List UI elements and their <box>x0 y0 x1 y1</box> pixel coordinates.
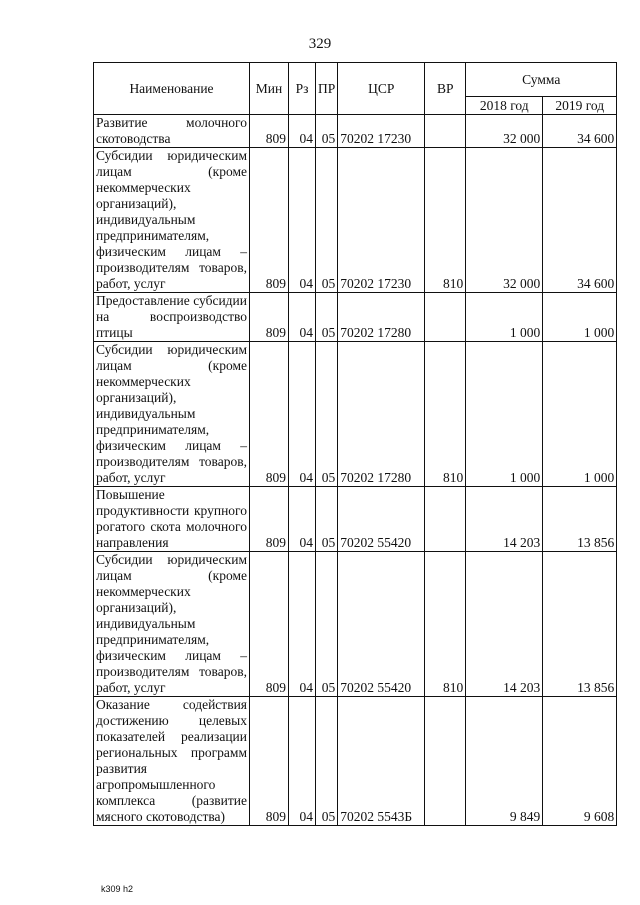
table-row <box>94 342 617 487</box>
col-header-2019: 2019 год <box>543 97 617 115</box>
cell-min: 809 <box>250 148 289 293</box>
cell-vr: 810 <box>425 342 466 487</box>
table-row <box>94 697 617 826</box>
cell-pr: 05 <box>316 148 338 293</box>
cell-csr: 70202 17230 <box>338 148 425 293</box>
table-row <box>94 552 617 697</box>
cell-name: Оказание содействия достижению целевых показателей реализации региональных программ развития агропромышленного комплекса (развитие мясного скотоводства) <box>94 697 250 826</box>
col-header-pr: ПР <box>316 63 338 115</box>
table-row <box>94 293 617 342</box>
cell-vr <box>425 697 466 826</box>
cell-csr: 70202 17280 <box>338 293 425 342</box>
cell-pr: 05 <box>316 487 338 552</box>
cell-min: 809 <box>250 552 289 697</box>
cell-y2018: 14 203 <box>466 552 543 697</box>
cell-vr: 810 <box>425 148 466 293</box>
cell-min: 809 <box>250 342 289 487</box>
col-header-rz: Рз <box>289 63 316 115</box>
cell-vr: 810 <box>425 552 466 697</box>
col-header-name: Наименование <box>94 63 250 115</box>
cell-name: Субсидии юридическим лицам (кроме некоммерческих организаций), индивидуальным предпринимателям, физическим лицам – производителям товаров, работ, услуг <box>94 552 250 697</box>
budget-table <box>93 62 617 826</box>
col-header-vr: ВР <box>425 63 466 115</box>
cell-pr: 05 <box>316 293 338 342</box>
cell-rz: 04 <box>289 552 316 697</box>
cell-rz: 04 <box>289 148 316 293</box>
cell-min: 809 <box>250 697 289 826</box>
table-row <box>94 115 617 148</box>
cell-y2018: 14 203 <box>466 487 543 552</box>
page-number: 329 <box>308 36 332 52</box>
cell-y2019: 34 600 <box>543 115 617 148</box>
cell-csr: 70202 17230 <box>338 115 425 148</box>
cell-y2018: 9 849 <box>466 697 543 826</box>
cell-vr <box>425 293 466 342</box>
table-row <box>94 148 617 293</box>
cell-name: Развитие молочного скотоводства <box>94 115 250 148</box>
cell-rz: 04 <box>289 487 316 552</box>
col-header-sum: Сумма <box>466 63 617 97</box>
cell-name: Предоставление субсидии на воспроизводство птицы <box>94 293 250 342</box>
cell-y2019: 1 000 <box>543 293 617 342</box>
cell-vr <box>425 487 466 552</box>
col-header-min: Мин <box>250 63 289 115</box>
cell-rz: 04 <box>289 293 316 342</box>
cell-pr: 05 <box>316 552 338 697</box>
cell-csr: 70202 55420 <box>338 552 425 697</box>
cell-y2018: 1 000 <box>466 293 543 342</box>
col-header-csr: ЦСР <box>338 63 425 115</box>
col-header-2018: 2018 год <box>466 97 543 115</box>
cell-min: 809 <box>250 115 289 148</box>
cell-y2019: 1 000 <box>543 342 617 487</box>
cell-min: 809 <box>250 487 289 552</box>
cell-pr: 05 <box>316 342 338 487</box>
cell-name: Субсидии юридическим лицам (кроме некоммерческих организаций), индивидуальным предпринимателям, физическим лицам – производителям товаров, работ, услуг <box>94 342 250 487</box>
cell-y2018: 32 000 <box>466 148 543 293</box>
cell-vr <box>425 115 466 148</box>
cell-rz: 04 <box>289 697 316 826</box>
cell-rz: 04 <box>289 115 316 148</box>
table-row <box>94 487 617 552</box>
footer-code: k309 h2 <box>101 884 134 894</box>
cell-y2018: 1 000 <box>466 342 543 487</box>
cell-y2019: 9 608 <box>543 697 617 826</box>
cell-csr: 70202 17280 <box>338 342 425 487</box>
cell-y2019: 34 600 <box>543 148 617 293</box>
cell-rz: 04 <box>289 342 316 487</box>
cell-y2019: 13 856 <box>543 552 617 697</box>
cell-min: 809 <box>250 293 289 342</box>
cell-name: Субсидии юридическим лицам (кроме некоммерческих организаций), индивидуальным предпринимателям, физическим лицам – производителям товаров, работ, услуг <box>94 148 250 293</box>
cell-name: Повышение продуктивности крупного рогатого скота молочного направления <box>94 487 250 552</box>
cell-y2018: 32 000 <box>466 115 543 148</box>
cell-csr: 70202 55420 <box>338 487 425 552</box>
cell-csr: 70202 5543Б <box>338 697 425 826</box>
cell-pr: 05 <box>316 697 338 826</box>
cell-pr: 05 <box>316 115 338 148</box>
cell-y2019: 13 856 <box>543 487 617 552</box>
